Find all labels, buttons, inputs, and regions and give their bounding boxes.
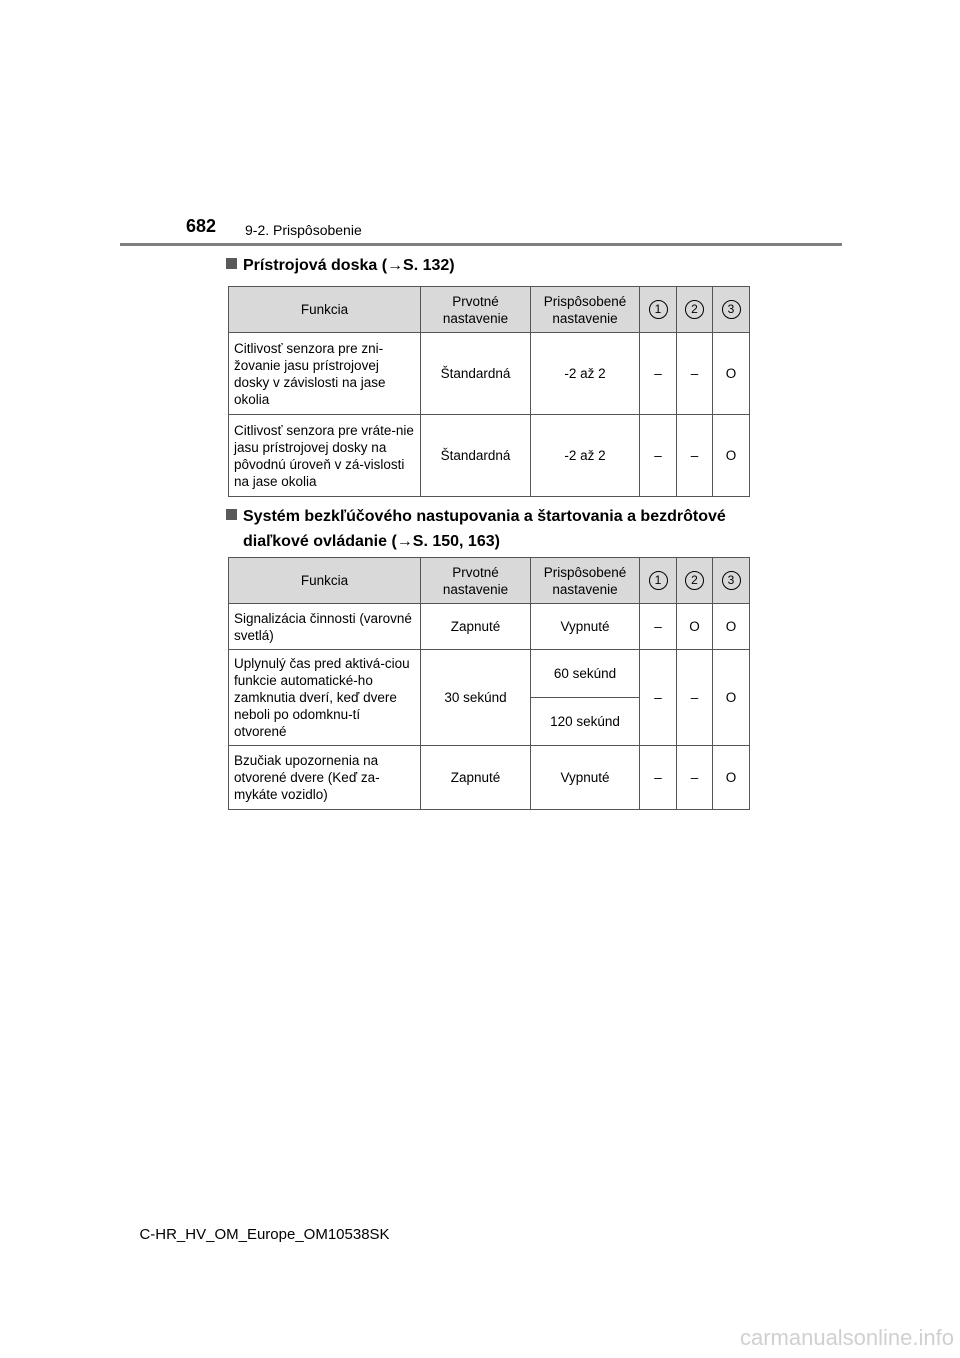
circled-number-2-icon: 2 [685, 300, 704, 319]
column-header-1 [640, 558, 677, 604]
table-row [229, 333, 750, 415]
section-heading-smart-entry [226, 504, 766, 554]
section-title-line-2: diaľkové ovládanie (→S. 150, 163) [243, 533, 500, 550]
custom-cell: 60 sekúnd [531, 650, 640, 698]
column-header-2 [677, 558, 713, 604]
section-label: 9-2. Prispôsobenie [245, 222, 362, 238]
settings-table-smart-entry [228, 557, 750, 810]
default-cell: Zapnuté [421, 746, 531, 810]
document-id-footer: C-HR_HV_OM_Europe_OM10538SK [139, 1226, 390, 1243]
mode-2-cell: – [677, 746, 713, 810]
mode-1-cell: – [640, 746, 677, 810]
column-header-3 [713, 287, 750, 333]
column-header-custom: Prispôsobené nastavenie [531, 558, 640, 604]
custom-cell: Vypnuté [531, 604, 640, 650]
circled-number-1-icon: 1 [649, 571, 668, 590]
mode-1-cell: – [640, 415, 677, 497]
default-cell: Štandardná [421, 333, 531, 415]
custom-cell: Vypnuté [531, 746, 640, 810]
table-row [229, 415, 750, 497]
mode-3-cell: O [713, 415, 750, 497]
page-number: 682 [186, 216, 217, 236]
column-header-3 [713, 558, 750, 604]
circled-number-3-icon: 3 [722, 571, 741, 590]
column-header-default: Prvotné nastavenie [421, 287, 531, 333]
section-heading-instrument-panel [226, 253, 766, 278]
mode-3-cell: O [713, 746, 750, 810]
table-row [229, 604, 750, 650]
column-header-function: Funkcia [229, 287, 421, 333]
column-header-1 [640, 287, 677, 333]
table-header-row [229, 558, 750, 604]
mode-2-cell: – [677, 333, 713, 415]
square-bullet-icon [226, 509, 237, 520]
function-cell: Bzučiak upozornenia na otvorené dvere (Keď za-mykáte vozidlo) [229, 746, 421, 810]
default-cell: 30 sekúnd [421, 650, 531, 746]
table-header-row [229, 287, 750, 333]
mode-3-cell: O [713, 604, 750, 650]
circled-number-3-icon: 3 [722, 300, 741, 319]
mode-2-cell: O [677, 604, 713, 650]
mode-2-cell: – [677, 415, 713, 497]
mode-1-cell: – [640, 604, 677, 650]
function-cell: Signalizácia činnosti (varovné svetlá) [229, 604, 421, 650]
default-cell: Zapnuté [421, 604, 531, 650]
settings-table-instrument-panel [228, 286, 750, 497]
section-title: Prístrojová doska (→S. 132) [243, 257, 455, 274]
table-row [229, 650, 750, 698]
square-bullet-icon [226, 258, 237, 269]
mode-2-cell: – [677, 650, 713, 746]
mode-3-cell: O [713, 333, 750, 415]
circled-number-1-icon: 1 [649, 300, 668, 319]
column-header-default: Prvotné nastavenie [421, 558, 531, 604]
custom-cell: -2 až 2 [531, 415, 640, 497]
function-cell: Citlivosť senzora pre zni-žovanie jasu prístrojovej dosky v závislosti na jase okolia [229, 333, 421, 415]
default-cell: Štandardná [421, 415, 531, 497]
function-cell: Uplynulý čas pred aktivá-ciou funkcie automatické-ho zamknutia dverí, keď dvere neboli po odomknu-tí otvorené [229, 650, 421, 746]
custom-cell: -2 až 2 [531, 333, 640, 415]
section-title-line-1: Systém bezkľúčového nastupovania a štartovania a bezdrôtové [243, 508, 726, 525]
column-header-2 [677, 287, 713, 333]
column-header-custom: Prispôsobené nastavenie [531, 287, 640, 333]
header-divider [120, 243, 842, 246]
circled-number-2-icon: 2 [685, 571, 704, 590]
custom-cell: 120 sekúnd [531, 698, 640, 746]
watermark: carmanualsonline.info [739, 1325, 954, 1350]
column-header-function: Funkcia [229, 558, 421, 604]
table-row [229, 746, 750, 810]
mode-1-cell: – [640, 333, 677, 415]
mode-1-cell: – [640, 650, 677, 746]
function-cell: Citlivosť senzora pre vráte-nie jasu prístrojovej dosky na pôvodnú úroveň v zá-vislosti na jase okolia [229, 415, 421, 497]
mode-3-cell: O [713, 650, 750, 746]
